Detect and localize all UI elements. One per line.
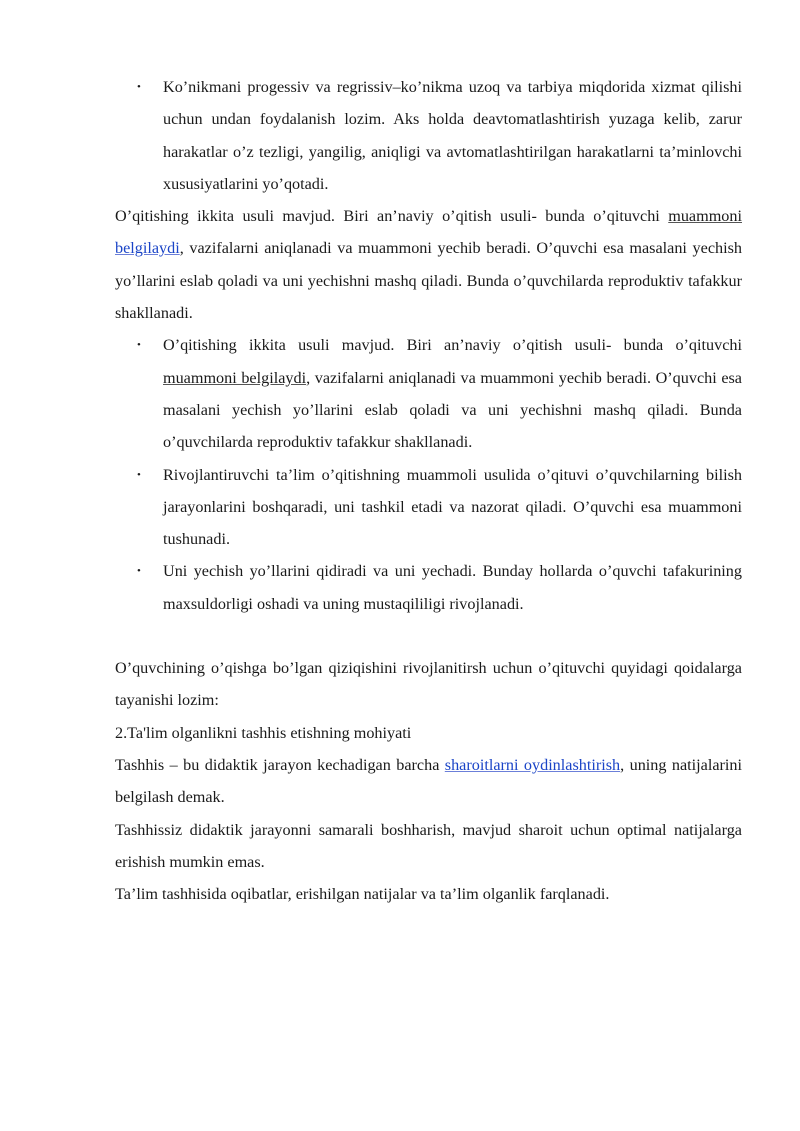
list-item-text: Uni yechish yo’llarini qidiradi va uni yechadi. Bunday hollarda o’quvchi tafakurining maxsuldorligi oshadi va uning mustaqililigi rivojlanadi. (163, 562, 742, 613)
link-muammoni[interactable]: muammoni (668, 207, 742, 226)
link-muammoni-belgilaydi[interactable]: muammoni belgilaydi (163, 368, 307, 387)
bullet-icon: • (137, 81, 141, 93)
paragraph-text: O’qitishing ikkita usuli mavjud. Biri an’naviy o’qitish usuli- bunda o’qituvchi (115, 207, 669, 226)
section-heading: 2.Ta'lim olganlikni tashhis etishning mohiyati (115, 723, 412, 742)
list-item (115, 459, 742, 556)
list-item-text: Ko’nikmani progessiv va regrissiv–ko’nikma uzoq va tarbiya miqdorida xizmat qilishi uchun undan foydalanish lozim. Aks holda deavtomatlashtirish yuzaga kelib, zarur harakatlar o’z tezligi, yangilig, aniqligi va avtomatlashtirilgan harakatlarni ta’minlovchi xususiyatlarini yo’qotadi. (163, 78, 742, 193)
bullet-icon: • (137, 339, 141, 352)
paragraph-diagnosis-results: Ta’lim tashhisida oqibatlar, erishilgan natijalar va ta’lim olganlik farqlanadi. (115, 885, 610, 904)
paragraph-without-diagnosis: Tashhissiz didaktik jarayonni samarali boshharish, mavjud sharoit uchun optimal natijalarga erishish mumkin emas. (115, 820, 742, 871)
link-belgilaydi[interactable]: belgilaydi (115, 239, 180, 258)
paragraph-text: , vazifalarni aniqlanadi va muammoni yechib beradi. O’quvchi esa masalani yechish yo’llarini eslab qoladi va uni yechishni mashq qiladi. Bunda o’quvchilarda reproduktiv tafakkur shakllanadi. (115, 239, 742, 323)
bullet-icon: • (137, 468, 141, 481)
paragraph-diagnosis-definition (115, 749, 742, 814)
bullet-list-2 (115, 329, 742, 620)
paragraph-student-interest: O’quvchining o’qishga bo’lgan qiziqishini rivojlanitirsh uchun o’qituvchi quyidagi qoidalarga tayanishi lozim: (115, 659, 742, 710)
paragraph-teaching-methods (115, 200, 742, 329)
paragraph-text: , uning natijalarini belgilash demak. (115, 755, 742, 807)
list-item (115, 329, 742, 458)
list-item-text: O’qitishing ikkita usuli mavjud. Biri an’naviy o’qitish usuli- bunda o’qituvchi (163, 336, 742, 355)
list-item (115, 71, 742, 200)
list-item (115, 555, 742, 620)
blank-line (115, 620, 742, 652)
document-body (115, 71, 742, 910)
paragraph-text: Tashhis – bu didaktik jarayon kechadigan barcha (115, 755, 445, 774)
link-sharoitlarni-oydinlashtirish[interactable]: sharoitlarni oydinlashtirish (444, 755, 621, 774)
list-item-text: , vazifalarni aniqlanadi va muammoni yechib beradi. O’quvchi esa masalani yechish yo’llarini eslab qoladi va uni yechishni mashq qiladi. Bunda o’quvchilarda reproduktiv tafakkur shakllanadi. (163, 368, 742, 452)
list-item-text: Rivojlantiruvchi ta’lim o’qitishning muammoli usulida o’qituvi o’quvchilarning bilish jarayonlarini boshqaradi, uni tashkil etadi va nazorat qiladi. O’quvchi esa muammoni tushunadi. (163, 465, 742, 549)
bullet-list-1 (115, 71, 742, 200)
bullet-icon: • (137, 565, 141, 578)
